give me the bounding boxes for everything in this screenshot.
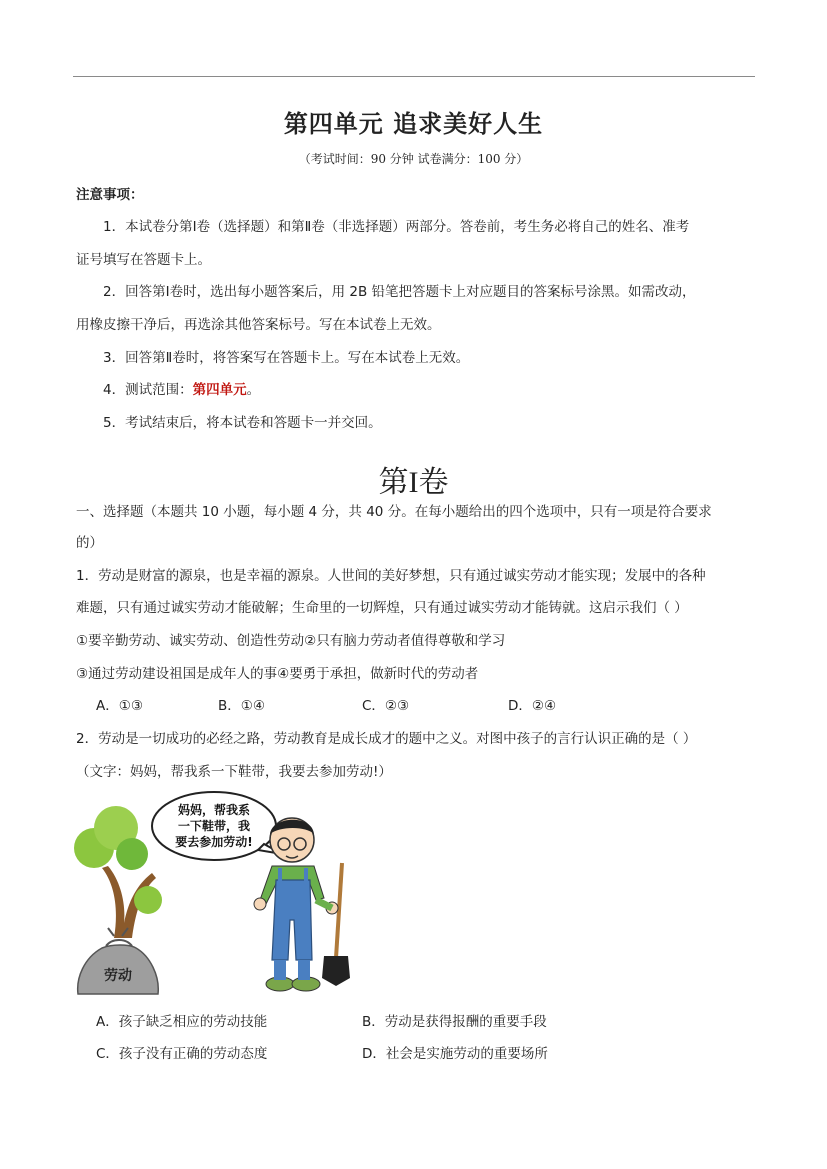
notice-item-1a: 1．本试卷分第Ⅰ卷（选择题）和第Ⅱ卷（非选择题）两部分。答卷前，考生务必将自己的姓名、准考 <box>103 219 690 235</box>
q2-note: （文字：妈妈，帮我系一下鞋带，我要去参加劳动!） <box>76 764 392 780</box>
q1-stem-a: 1．劳动是财富的源泉，也是幸福的源泉。人世间的美好梦想，只有通过诚实劳动才能实现；发展中的各种 <box>76 568 706 584</box>
notice-heading: 注意事项： <box>76 187 144 203</box>
q2-option-b: B．劳动是获得报酬的重要手段 <box>362 1014 547 1030</box>
q1-option-a: A．①③ <box>96 698 143 714</box>
test-scope: 第四单元 <box>192 382 247 398</box>
bubble-line-3: 要去参加劳动! <box>175 835 253 849</box>
bubble-line-1: 妈妈，帮我系 <box>177 803 251 817</box>
notice-item-3: 3．回答第Ⅱ卷时，将答案写在答题卡上。写在本试卷上无效。 <box>103 350 470 366</box>
speech-bubble <box>152 792 282 860</box>
bubble-line-2: 一下鞋带，我 <box>177 819 251 833</box>
q2-option-d: D．社会是实施劳动的重要场所 <box>362 1046 548 1062</box>
section-title: 第I卷 <box>378 466 449 499</box>
notice-item-2a: 2．回答第Ⅰ卷时，选出每小题答案后，用 2B 铅笔把答题卡上对应题目的答案标号涂黑。如需改动， <box>103 284 696 300</box>
q2-stem: 2．劳动是一切成功的必经之路，劳动教育是成长成才的题中之义。对图中孩子的言行认识正确的是（ ） <box>76 731 697 747</box>
q1-option-c: C．②③ <box>362 698 410 714</box>
q1-option-d: D．②④ <box>508 698 557 714</box>
notice-item-4-suffix: 。 <box>246 382 261 398</box>
section1-heading-b: 的） <box>76 535 103 551</box>
notice-item-4-prefix: 4．测试范围： <box>103 382 193 398</box>
tree-icon <box>74 806 162 938</box>
exam-info: （考试时间：90 分钟 试卷满分：100 分） <box>298 152 529 166</box>
q1-items-a: ①要辛勤劳动、诚实劳动、创造性劳动②只有脑力劳动者值得尊敬和学习 <box>76 633 506 649</box>
q2-option-c: C．孩子没有正确的劳动态度 <box>96 1046 268 1062</box>
q1-option-b: B．①④ <box>218 698 265 714</box>
q1-items-b: ③通过劳动建设祖国是成年人的事④要勇于承担，做新时代的劳动者 <box>76 666 479 682</box>
section1-heading-a: 一、选择题（本题共 10 小题，每小题 4 分，共 40 分。在每小题给出的四个选项中，只有一项是符合要求 <box>76 504 712 520</box>
bag-label: 劳动 <box>104 968 132 984</box>
notice-item-4 <box>103 378 260 398</box>
header-rule <box>73 76 755 77</box>
q2-option-a: A．孩子缺乏相应的劳动技能 <box>96 1014 268 1030</box>
page-title: 第四单元 追求美好人生 <box>283 109 544 138</box>
notice-item-2b: 用橡皮擦干净后，再选涂其他答案标号。写在本试卷上无效。 <box>76 317 441 333</box>
boy-icon <box>254 818 350 991</box>
notice-item-5: 5．考试结束后，将本试卷和答题卡一并交回。 <box>103 415 382 431</box>
q2-illustration <box>74 788 364 1000</box>
q1-stem-b: 难题，只有通过诚实劳动才能破解；生命里的一切辉煌，只有通过诚实劳动才能铸就。这启示我们（ ） <box>76 600 688 616</box>
notice-item-1b: 证号填写在答题卡上。 <box>76 252 211 268</box>
